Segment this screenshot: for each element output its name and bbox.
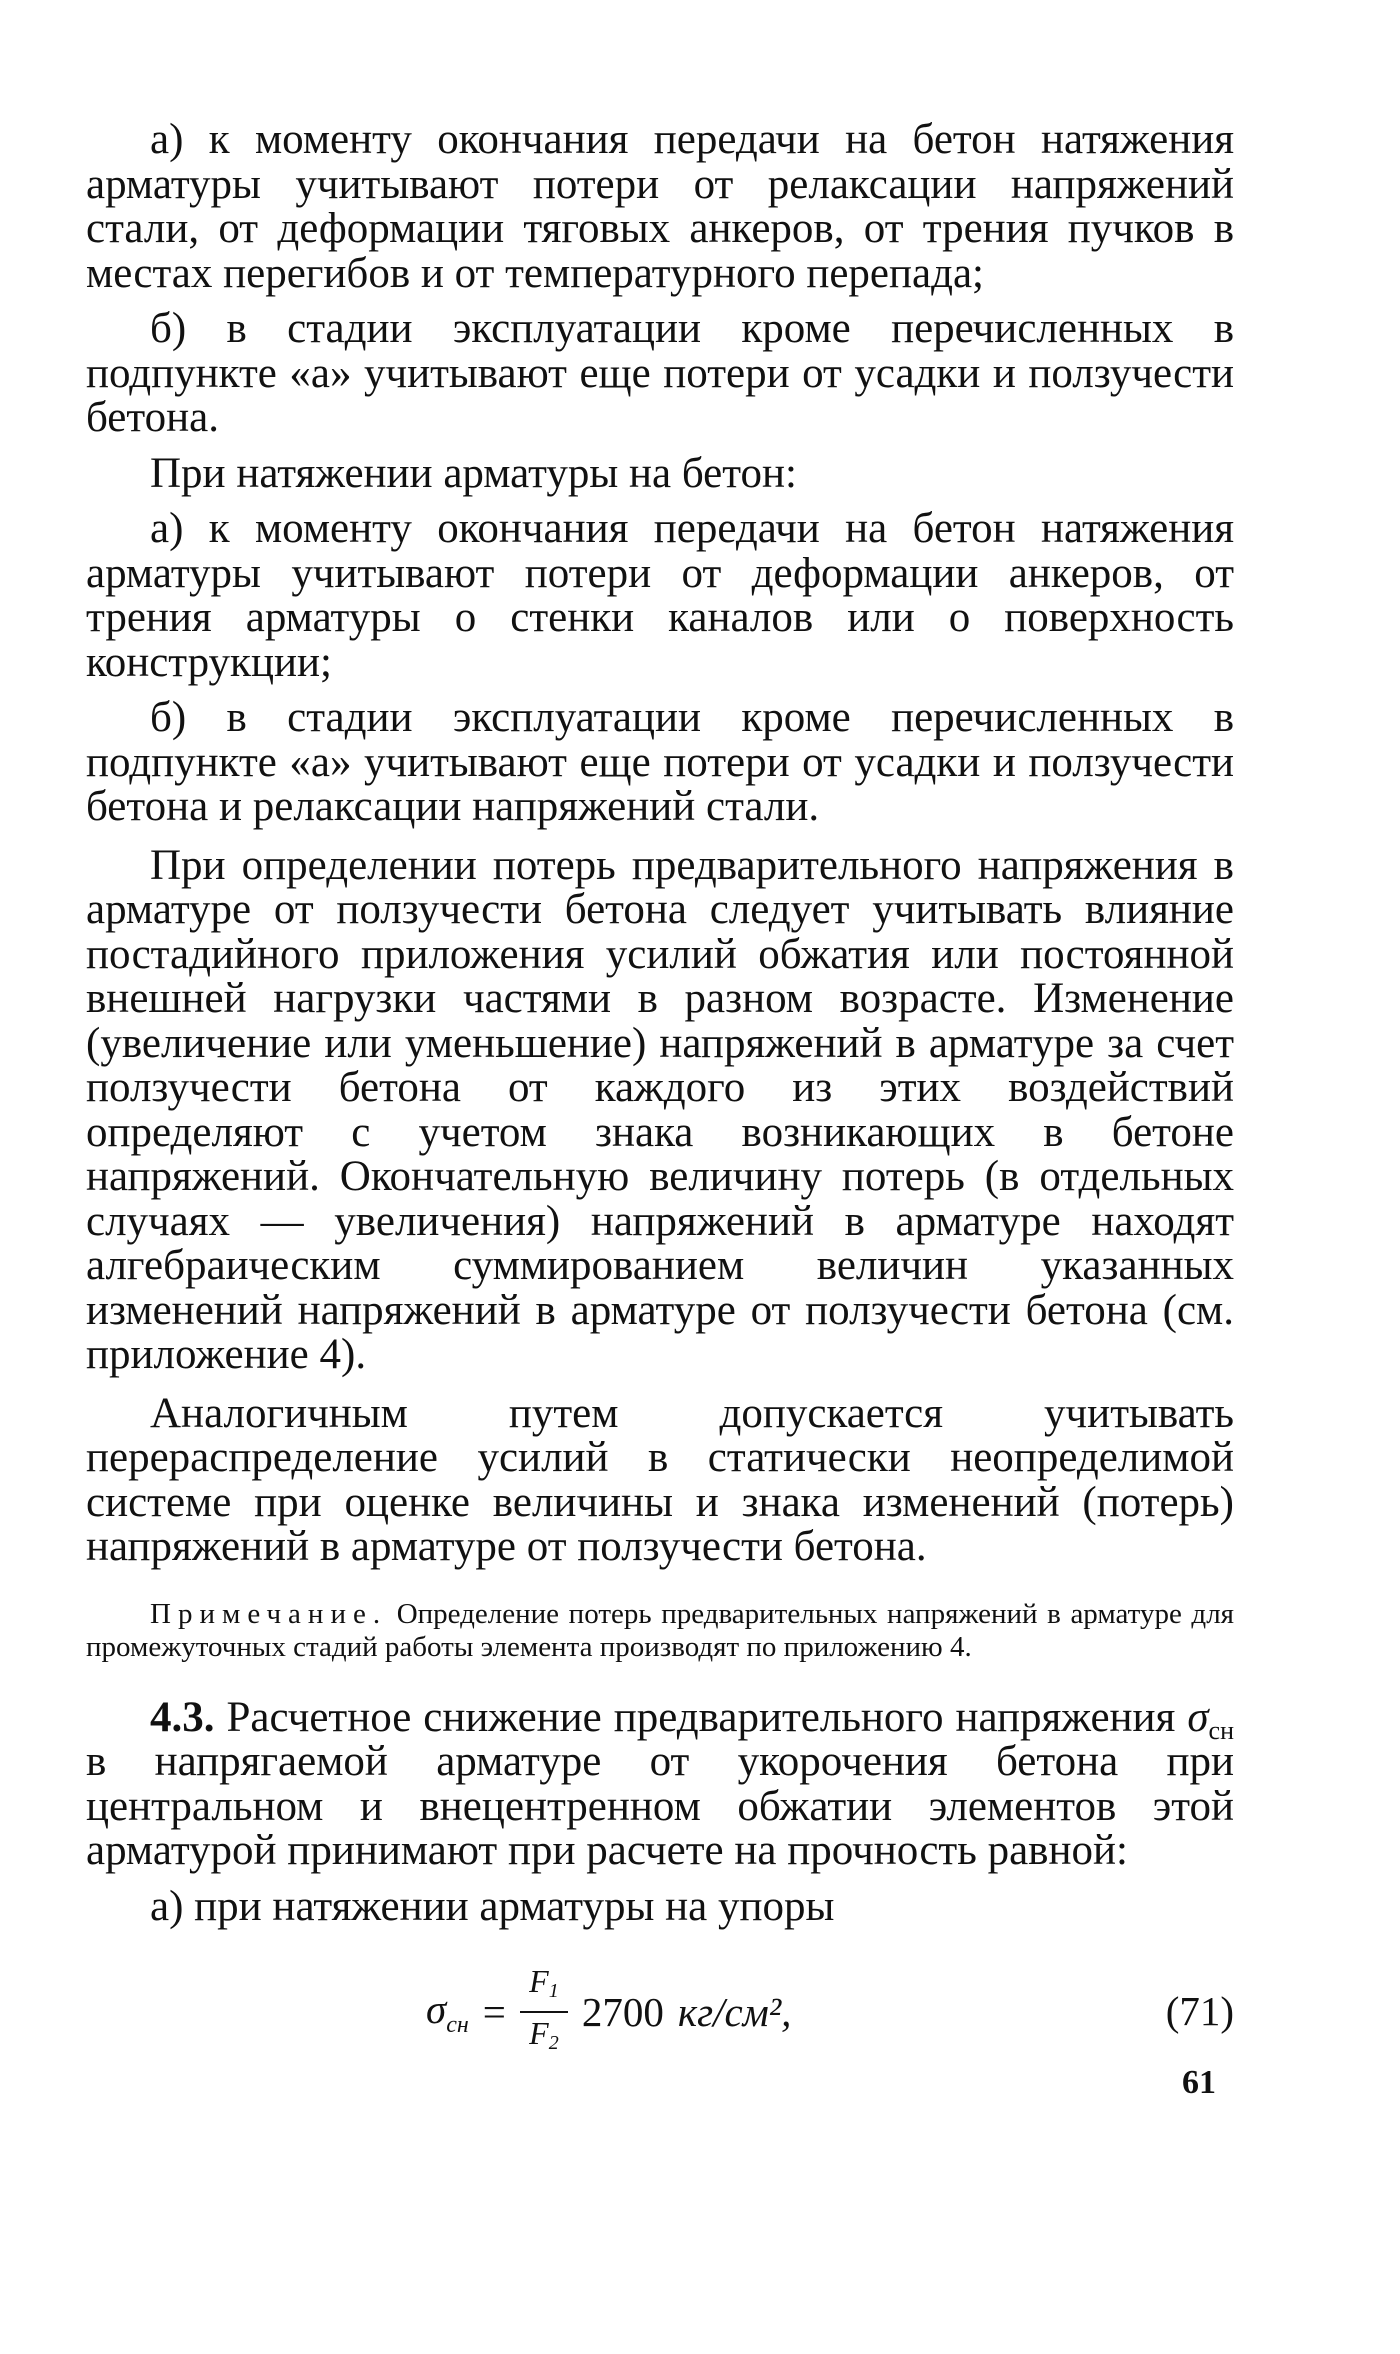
page-body bbox=[86, 118, 1234, 2083]
formula-denominator: F2 bbox=[529, 2015, 559, 2054]
page-number: 61 bbox=[1182, 2064, 1216, 2101]
formula-fraction bbox=[520, 1963, 568, 2061]
section-text-start: Расчетное снижение предварительного напряжения bbox=[226, 1693, 1176, 1741]
formula-value: 2700 bbox=[581, 1989, 664, 2035]
formula-operator: = bbox=[482, 1989, 506, 2035]
section-number: 4.3. bbox=[150, 1693, 215, 1741]
note-label: Примечание. bbox=[150, 1597, 388, 1630]
paragraph-b-shrinkage-creep: б) в стадии эксплуатации кроме перечисленных в подпункте «а» учитывают еще потери от усадки и ползучести бетона и релаксации напряжений стали. bbox=[86, 694, 1234, 830]
note bbox=[86, 1598, 1234, 1664]
paragraph-tensioning-on-concrete: При натяжении арматуры на бетон: bbox=[150, 449, 797, 497]
formula-unit: кг/см², bbox=[677, 1989, 792, 2035]
item-a-tension-on-stops: а) при натяжении арматуры на упоры bbox=[150, 1882, 835, 1930]
paragraph-b-service-stage: б) в стадии эксплуатации кроме перечисленных в подпункте «а» учитывают еще потери от усадки и ползучести бетона. bbox=[86, 305, 1234, 441]
formula-71 bbox=[86, 1953, 1234, 2083]
sigma-symbol: $\sigma_{сн}$ bbox=[1187, 1693, 1235, 1745]
formula-number: (71) bbox=[1165, 1988, 1234, 2034]
fraction-bar bbox=[520, 2011, 568, 2013]
note-text: Определение потерь предварительных напряжений в арматуре для промежуточных стадий работы элемента производят по приложению 4. bbox=[86, 1597, 1234, 1663]
section-4-3 bbox=[86, 1693, 1235, 1874]
paragraph-a-anchor-deformation: а) к моменту окончания передачи на бетон натяжения арматуры учитывают потери от деформации анкеров, от трения арматуры о стенки каналов или о поверхность конструкции; bbox=[86, 505, 1234, 686]
paragraph-a-before-transfer: а) к моменту окончания передачи на бетон натяжения арматуры учитывают потери от релаксации напряжений стали, от деформации тяговых анкеров, от трения пучков в местах перегибов и от температурного перепада; bbox=[86, 116, 1234, 297]
formula-numerator: F1 bbox=[529, 1963, 559, 2002]
formula-lhs: $\sigma_{сн}$ bbox=[426, 1986, 469, 2038]
paragraph-redistribution: Аналогичным путем допускается учитывать перераспределение усилий в статически неопределимой системе при оценке величины и знака изменений (потерь) напряжений в арматуре от ползучести бетона. bbox=[86, 1389, 1234, 1570]
formula-expression bbox=[426, 1963, 791, 2061]
section-text-end: в напрягаемой арматуре от укорочения бетона при центральном и внецентренном обжатии элементов этой арматурой принимают при расчете на прочность равной: bbox=[86, 1738, 1234, 1874]
paragraph-creep-losses: При определении потерь предварительного напряжения в арматуре от ползучести бетона следует учитывать влияние постадийного приложения усилий обжатия или постоянной внешней нагрузки частями в разном возрасте. Изменение (увеличение или уменьшение) напряжений в арматуре за счет ползучести бетона от каждого из этих воздействий определяют с учетом знака возникающих в бетоне напряжений. Окончательную величину потерь (в отдельных случаях — увеличения) напряжений в арматуре находят алгебраическим суммированием величин указанных изменений напряжений в арматуре от ползучести бетона (см. приложение 4). bbox=[86, 841, 1234, 1378]
